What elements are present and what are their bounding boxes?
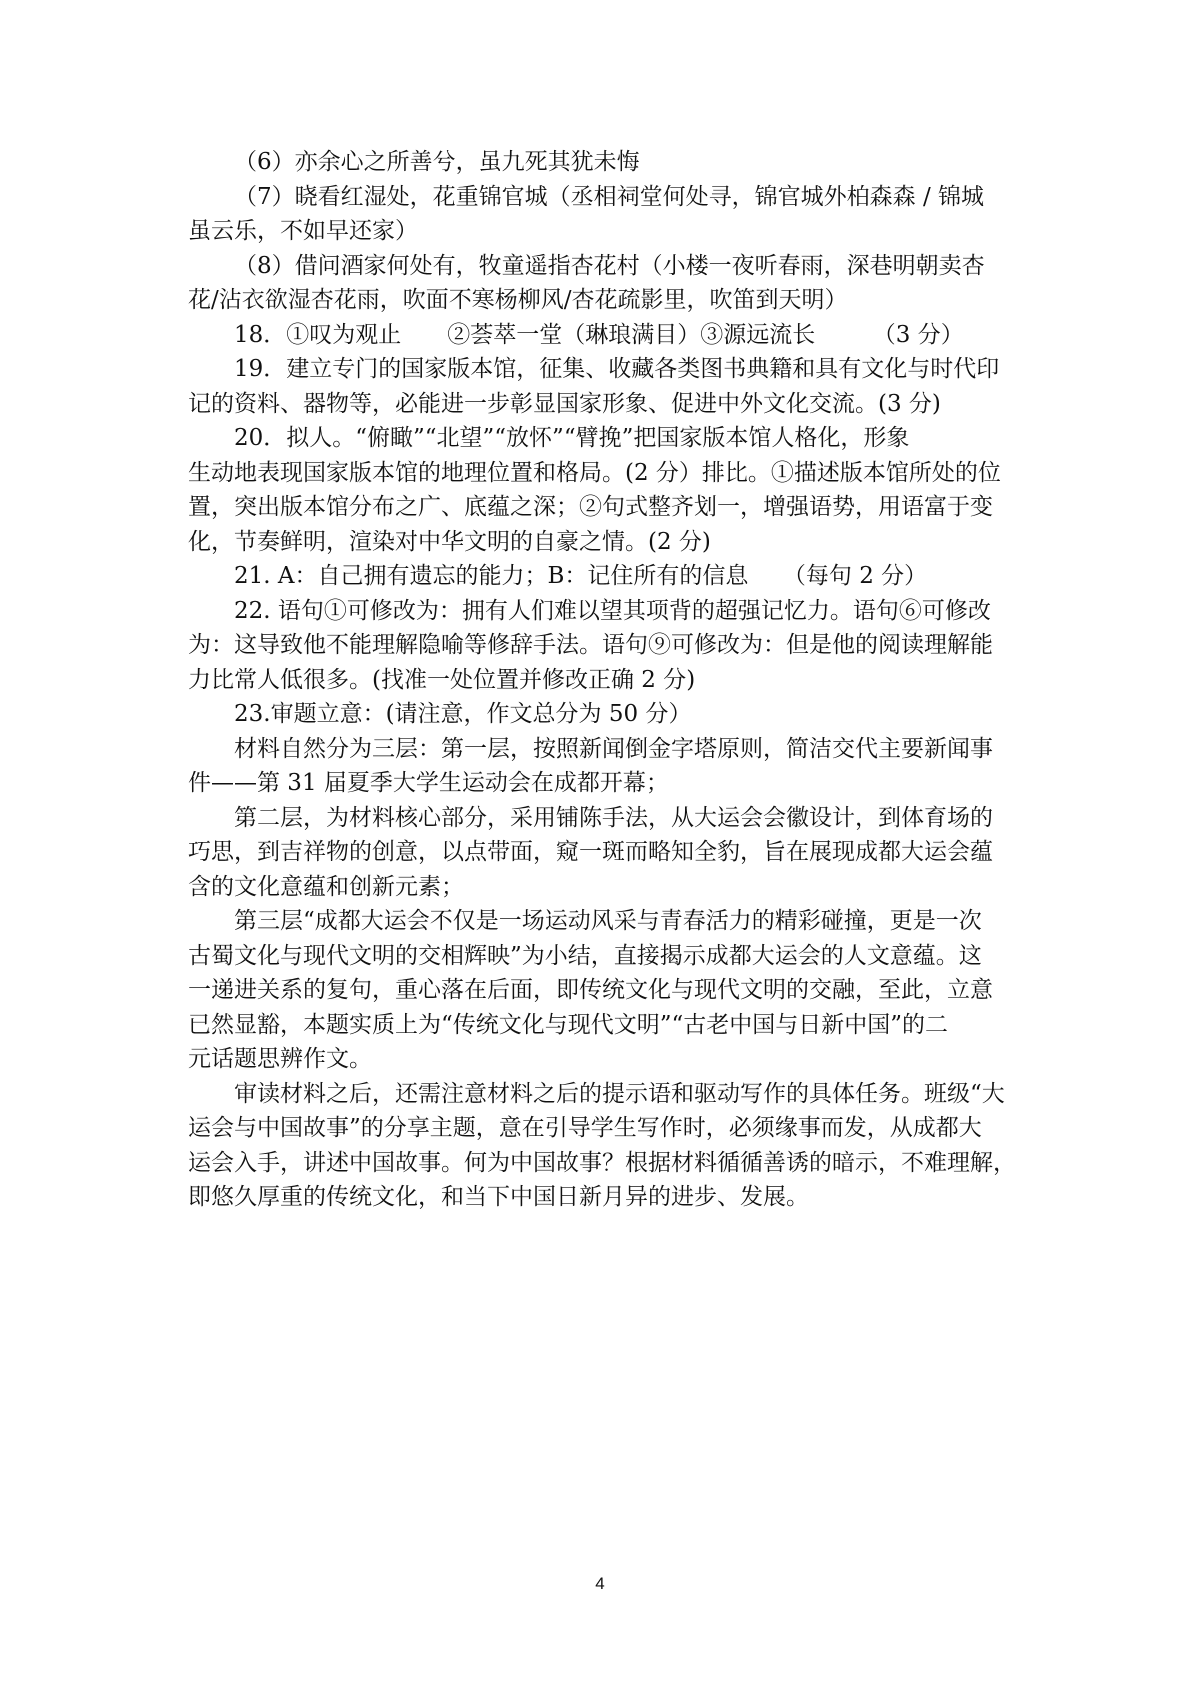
text-line: 虽云乐，不如早还家） [188, 218, 418, 244]
text-line: 为：这导致他不能理解隐喻等修辞手法。语句⑨可修改为：但是他的阅读理解能 [188, 632, 993, 658]
text-line: 材料自然分为三层：第一层，按照新闻倒金字塔原则，简洁交代主要新闻事 [234, 735, 993, 762]
text-line: 23.审题立意：(请注意，作文总分为 50 分） [234, 701, 692, 727]
page-number: 4 [595, 1574, 605, 1593]
text-line: 化，节奏鲜明，渲染对中华文明的自豪之情。(2 分) [188, 528, 711, 555]
text-line: 生动地表现国家版本馆的地理位置和格局。(2 分）排比。①描述版本馆所处的位 [188, 459, 1001, 486]
text-line: 古蜀文化与现代文明的交相辉映”为小结，直接揭示成都大运会的人文意蕴。这 [188, 942, 982, 969]
text-line: （8）借问酒家何处有，牧童遥指杏花村（小楼一夜听春雨，深巷明朝卖杏 [234, 252, 985, 279]
text-line: 运会入手，讲述中国故事。何为中国故事？根据材料循循善诱的暗示，不难理解， [188, 1149, 1016, 1176]
text-line: 18．①叹为观止 ②荟萃一堂（琳琅满目）③源远流长 （3 分） [234, 321, 964, 348]
document-body [188, 145, 1028, 1215]
text-line: 力比常人低很多。(找准一处位置并修改正确 2 分) [188, 666, 696, 693]
text-line: 置，突出版本馆分布之广、底蕴之深；②句式整齐划一，增强语势，用语富于变 [188, 494, 993, 520]
text-line: （7）晓看红湿处，花重锦官城（丞相祠堂何处寻，锦官城外柏森森 / 锦城 [234, 183, 985, 210]
text-line: 已然显豁，本题实质上为“传统文化与现代文明”“古老中国与日新中国”的二 [188, 1011, 949, 1038]
text-line: 花/沾衣欲湿杏花雨，吹面不寒杨柳风/杏花疏影里，吹笛到天明） [188, 287, 848, 313]
text-line: 含的文化意蕴和创新元素； [188, 873, 464, 900]
text-line: 一递进关系的复句，重心落在后面，即传统文化与现代文明的交融，至此，立意 [188, 977, 993, 1003]
text-line: 审读材料之后，还需注意材料之后的提示语和驱动写作的具体任务。班级“大 [234, 1080, 1005, 1107]
text-line: 巧思，到吉祥物的创意，以点带面，窥一斑而略知全豹，旨在展现成都大运会蕴 [188, 839, 993, 865]
text-line: 第二层，为材料核心部分，采用铺陈手法，从大运会会徽设计，到体育场的 [234, 804, 993, 831]
text-line: 22. 语句①可修改为：拥有人们难以望其项背的超强记忆力。语句⑥可修改 [234, 597, 991, 624]
text-line: 20．拟人。“俯瞰”“北望”“放怀”“臂挽”把国家版本馆人格化，形象 [234, 425, 910, 451]
text-line: 即悠久厚重的传统文化，和当下中国日新月异的进步、发展。 [188, 1184, 809, 1210]
text-line: 19．建立专门的国家版本馆，征集、收藏各类图书典籍和具有文化与时代印 [234, 356, 1000, 382]
text-line: 件——第 31 届夏季大学生运动会在成都开幕； [188, 770, 669, 796]
text-line: 记的资料、器物等，必能进一步彰显国家形象、促进中外文化交流。(3 分) [188, 390, 941, 417]
text-line: （6）亦余心之所善兮，虽九死其犹未悔 [234, 149, 640, 175]
text-line: 21. A：自己拥有遗忘的能力；B：记住所有的信息 （每句 2 分） [234, 563, 928, 589]
text-line: 运会与中国故事”的分享主题，意在引导学生写作时，必须缘事而发，从成都大 [188, 1115, 982, 1141]
text-line: 第三层“成都大运会不仅是一场运动风采与青春活力的精彩碰撞，更是一次 [234, 908, 982, 934]
text-line: 元话题思辨作文。 [188, 1046, 372, 1072]
